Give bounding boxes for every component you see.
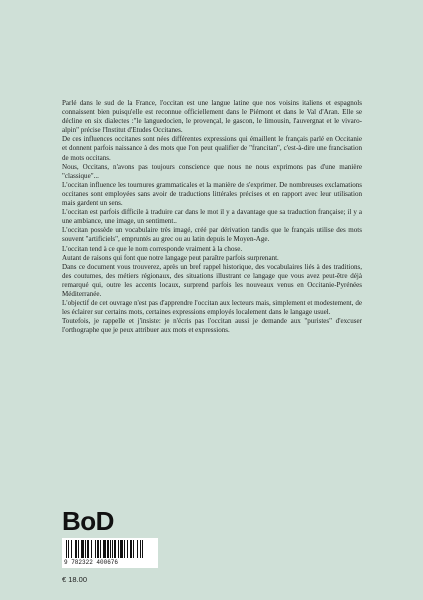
- isbn-number: 9 782322 400676: [64, 559, 119, 566]
- isbn-barcode: [62, 538, 158, 568]
- blurb-paragraph: Autant de raisons qui font que notre langage peut paraître parfois surprenant.: [62, 253, 279, 262]
- blurb-paragraph: Parlé dans le sud de la France, l'occitan est une langue latine que nos voisins italiens et espagnols connaissent bien puisqu'elle est reconnue officiellement dans le Piémont et dans le Val d'Aran. Elle se décline en six dialectes :"le languedocien, le provençal, le gascon, le limousin, l'auvergnat et le vivaro-alpin" précise l'Institut d'Etudes Occitanes.: [62, 99, 362, 135]
- price-label: € 18.00: [62, 575, 88, 584]
- back-cover-blurb: [62, 99, 362, 335]
- blurb-paragraph: L'objectif de cet ouvrage n'est pas d'apprendre l'occitan aux lecteurs mais, simplement et modestement, de les éclairer sur certains mots, certaines expressions employés localement dans le langage usuel.: [62, 299, 362, 317]
- barcode-gap: [143, 540, 144, 558]
- publisher-logo: BoD: [62, 506, 114, 536]
- blurb-paragraph: L'occitan influence les tournures grammaticales et la manière de s'exprimer. De nombreuses exclamations occitanes sont employées sans avoir de traductions littérales précises et en rapport avec leur utilisation mais gardent un sens.: [62, 180, 362, 208]
- blurb-paragraph: Toutefois, je rappelle et j'insiste: je n'écris pas l'occitan aussi je demande aux "puristes" d'excuser l'orthographe que je peux attribuer aux mots et expressions.: [62, 317, 362, 335]
- blurb-paragraph: L'occitan tend à ce que le nom corresponde vraiment à la chose.: [62, 244, 243, 253]
- blurb-paragraph: De ces influences occitanes sont nées différentes expressions qui émaillent le français parlé en Occitanie et donnent parfois naissance à des mots que l'on peut qualifier de "francitan", c'est-à-dire une francisation de mots occitans.: [62, 135, 362, 162]
- blurb-paragraph: L'occitan possède un vocabulaire très imagé, créé par dérivation tandis que le français utilise des mots souvent "artificiels", empruntés au grec ou au latin depuis le Moyen-Age.: [62, 226, 362, 244]
- blurb-paragraph: L'occitan est parfois difficile à traduire car dans le mot il y a davantage que sa traduction française; il y a une ambiance, une image, un sentiment..: [62, 208, 362, 226]
- blurb-paragraph: Nous, Occitans, n'avons pas toujours conscience que nous ne nous exprimons pas d'une manière "classique"...: [62, 162, 362, 180]
- barcode-bars: [66, 540, 154, 558]
- blurb-paragraph: Dans ce document vous trouverez, après un bref rappel historique, des vocabulaires liés à des traditions, des coutumes, des métiers régionaux, des situations illustrant ce langage que vous avez peut-être déjà remarqué qui, outre les accents locaux, surprend parfois les nouveaux venus en Occitanie-Pyrénées Méditerranée.: [62, 262, 362, 298]
